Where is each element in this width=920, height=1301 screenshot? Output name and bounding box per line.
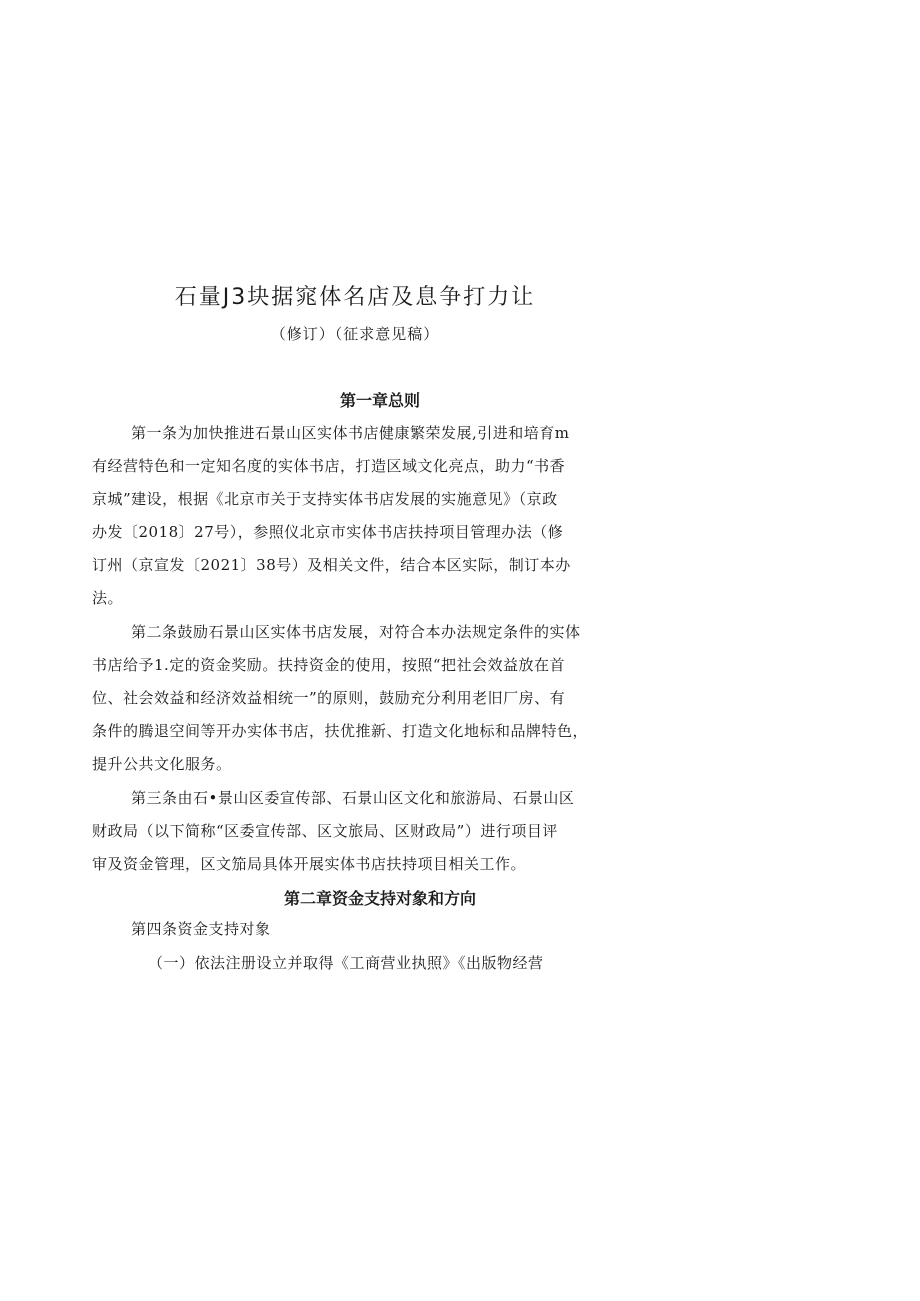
article-2-line: 书店给予1.定的资金奖励。扶持资金的使用，按照“把社会效益放在首 — [92, 656, 565, 674]
chapter-2-heading: 第二章资金支持对象和方向 — [283, 889, 476, 908]
article-2-line: 条件的腾退空间等开办实体书店，扶优推新、打造文化地标和品牌特色， — [92, 722, 589, 740]
article-3-line: 财政局（以下简称“区委宣传部、区文旅局、区财政局”）进行项目评 — [92, 822, 558, 840]
article-1-line: 京城”建设，根据《北京市关于支持实体书店发展的实施意见》（京政 — [92, 490, 558, 508]
chapter-1-heading: 第一章总则 — [339, 391, 420, 410]
article-1-line: 订州（京宣发〔2021〕38号）及相关文件，结合本区实际，制订本办 — [92, 556, 571, 574]
document-subtitle: （修订）（征求意见稿） — [270, 325, 440, 343]
article-3-line: 审及资金管理，区文笳局具体开展实体书店扶持项目相关工作。 — [92, 855, 527, 873]
article-2-line: 第二条鼓励石景山区实体书店发展，对符合本办法规定条件的实体 — [131, 623, 581, 641]
item-1-line: （一）依法注册设立并取得《工商营业执照》《出版物经营 — [148, 954, 544, 972]
article-2-line: 提升公共文化服务。 — [92, 755, 232, 773]
document-title: 石量J3块据窕体名店及息争打力让 — [174, 285, 536, 310]
article-1-line: 第一条为加快推进石景山区实体书店健康繁荣发展,引进和培育m — [131, 424, 570, 442]
article-3-line: 第三条由石•景山区委宣传部、石景山区文化和旅游局、石景山区 — [131, 789, 575, 807]
article-4-line: 第四条资金支持对象 — [131, 920, 271, 938]
article-1-line: 办发〔2018〕27号），参照仪北京市实体书店扶持项目管理办法（修 — [92, 523, 564, 541]
article-1-line: 法。 — [92, 589, 124, 607]
article-1-line: 有经营特色和一定知名度的实体书店，打造区域文化亮点，助力“书香 — [92, 457, 566, 475]
article-2-line: 位、社会效益和经济效益相统一”的原则，鼓励充分利用老旧厂房、有 — [92, 689, 566, 707]
